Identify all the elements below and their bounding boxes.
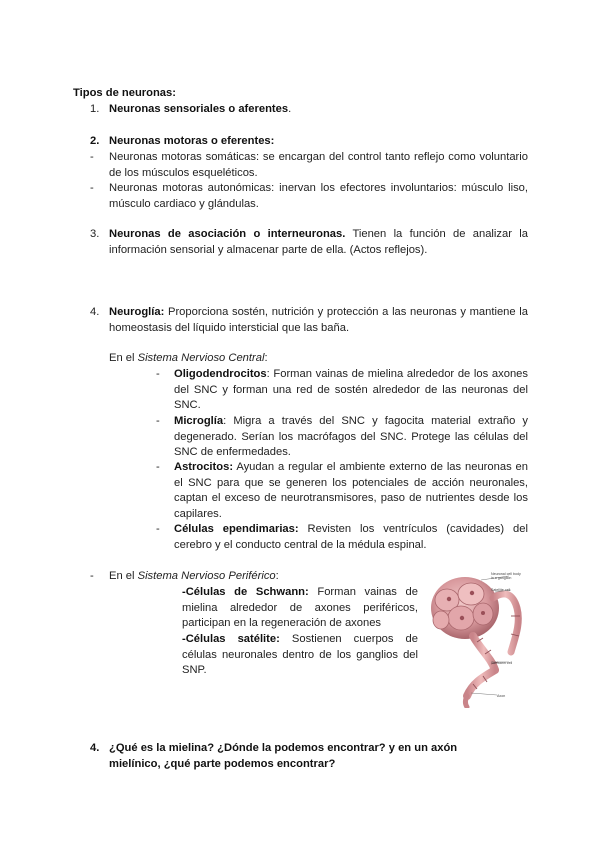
- snp-satelite: -Células satélite: Sostienen cuerpos de células neuronales dentro de los ganglios del SNP.: [182, 633, 418, 676]
- dash-bullet: -: [90, 151, 94, 163]
- item-number-2: 2.: [90, 135, 100, 147]
- snc-item-microglia: Microglía: Migra a través del SNC y fagocita material extraño y degenerado. Serían los macrófagos del SNC. Protege las células del SNC de enfermedades.: [174, 415, 528, 458]
- dash-bullet: -: [156, 461, 160, 473]
- label-schwann: Schwann cell: [491, 661, 513, 665]
- item-number-4: 4.: [90, 306, 100, 318]
- item-2-bullet-2: Neuronas motoras autonómicas: inervan los efectores involuntarios: músculo liso, músculo cardiaco y glándulas.: [109, 182, 528, 210]
- snc-intro: En el Sistema Nervioso Central:: [109, 352, 268, 364]
- ganglion-cell-body: [431, 577, 499, 639]
- item-1: Neuronas sensoriales o aferentes.: [109, 103, 292, 115]
- label-axon: Axon: [497, 694, 506, 698]
- item-1-title: Neuronas sensoriales o aferentes: [109, 103, 289, 115]
- heading-text: Tipos de neuronas:: [73, 87, 176, 99]
- question-number: 4.: [90, 742, 100, 754]
- snp-intro: En el Sistema Nervioso Periférico:: [109, 570, 279, 582]
- snc-item-oligodendrocitos: Oligodendrocitos: Forman vainas de mielina alrededor de los axones del SNC y forman una red de sostén alrededor de las neuronas del SNC.: [174, 368, 528, 411]
- dash-bullet: -: [90, 182, 94, 194]
- neuroglia-figure: [425, 568, 530, 708]
- item-2: [109, 134, 274, 150]
- dash-bullet: -: [156, 415, 160, 427]
- question-line-2: mielínico, ¿qué parte podemos encontrar?: [109, 758, 336, 770]
- label-satellite: Satellite cell: [491, 588, 511, 592]
- question-line-1: ¿Qué es la mielina? ¿Dónde la podemos encontrar? y en un axón: [109, 742, 458, 754]
- item-4: Neuroglía: Proporciona sostén, nutrición y protección a las neuronas y mantiene la homeostasis del líquido intersticial que las baña.: [109, 306, 528, 334]
- snc-item-astrocitos: Astrocitos: Ayudan a regular el ambiente externo de las neuronas en el SNC para que se generen los potenciales de acción neuronales, captan el exceso de neurotransmisores, paso de nutrientes desde los capilares.: [174, 461, 528, 520]
- item-2-title: Neuronas motoras o eferentes:: [109, 135, 275, 147]
- item-number-3: 3.: [90, 228, 100, 240]
- section-heading: [73, 86, 176, 102]
- snc-item-ependimarias: Células ependimarias: Revisten los ventrículos (cavidades) del cerebro y el conducto central de la médula espinal.: [174, 523, 528, 551]
- label-cell-body: Neuronal cell body: [491, 572, 521, 576]
- item-2-bullet-1: Neuronas motoras somáticas: se encargan del control tanto reflejo como voluntario de los músculos esqueléticos.: [109, 151, 528, 179]
- item-4-title: Neuroglía:: [109, 306, 165, 318]
- dash-bullet: -: [90, 570, 94, 582]
- label-ganglion: in a ganglion: [491, 576, 512, 580]
- item-3-title: Neuronas de asociación o interneuronas.: [109, 228, 346, 240]
- item-number-1: 1.: [90, 103, 100, 115]
- item-3: Neuronas de asociación o interneuronas. Tienen la función de analizar la información sensorial y almacenar parte de ella. (Actos reflejos).: [109, 228, 528, 256]
- dash-bullet: -: [156, 368, 160, 380]
- snp-schwann: -Células de Schwann: Forman vainas de mielina alrededor de axones periféricos, participan en la regeneración de axones: [182, 586, 418, 629]
- dash-bullet: -: [156, 523, 160, 535]
